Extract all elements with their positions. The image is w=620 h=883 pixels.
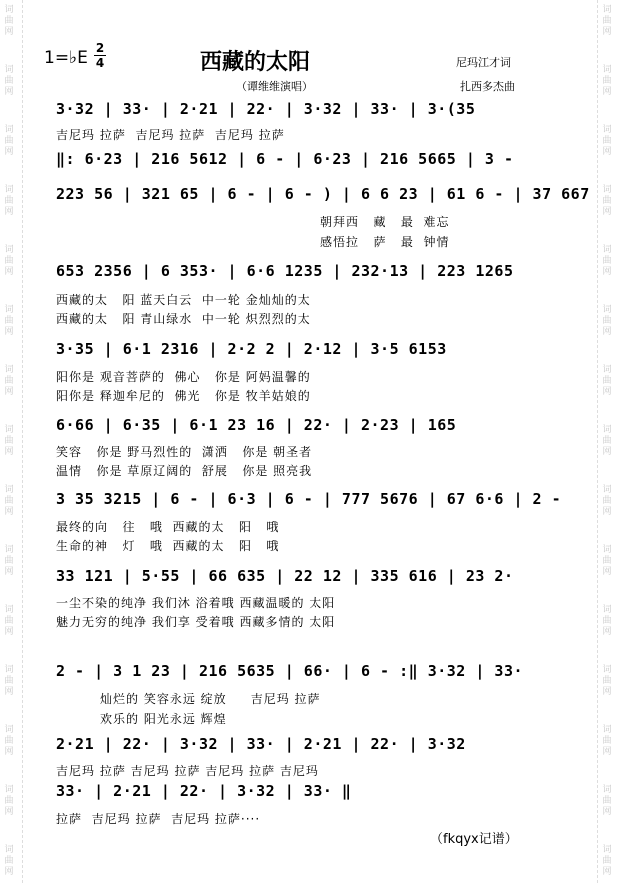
lyric-line-7a: 最终的向 往 哦 西藏的太 阳 哦: [56, 520, 280, 534]
watermark-text: 词曲网: [602, 365, 612, 397]
watermark-text: 词曲网: [4, 365, 14, 397]
watermark-text: 词曲网: [602, 605, 612, 637]
notation-line-8: 33 121 | 5·55 | 66 635 | 22 12 | 335 616 | 23 2·: [56, 567, 514, 585]
watermark-text: 词曲网: [4, 845, 14, 877]
lyric-line-9b: 欢乐的 阳光永远 辉煌: [100, 712, 227, 726]
notation-line-1: 3·32 | 33· | 2·21 | 22· | 3·32 | 33· | 3·(35: [56, 100, 476, 118]
watermark-text: 词曲网: [602, 65, 612, 97]
watermark-text: 词曲网: [602, 185, 612, 217]
watermark-text: 词曲网: [4, 725, 14, 757]
watermark-text: 词曲网: [602, 125, 612, 157]
watermark-text: 词曲网: [4, 65, 14, 97]
song-title: 西藏的太阳: [200, 49, 311, 75]
right-watermark-strip: [597, 0, 620, 883]
watermark-text: 词曲网: [4, 485, 14, 517]
watermark-text: 词曲网: [4, 125, 14, 157]
lyric-line-1: 吉尼玛 拉萨 吉尼玛 拉萨 吉尼玛 拉萨: [56, 128, 285, 142]
watermark-text: 词曲网: [602, 725, 612, 757]
lyric-line-11: 拉萨 吉尼玛 拉萨 吉尼玛 拉萨····: [56, 812, 261, 826]
transcriber-credit: （fkqyx记谱）: [430, 832, 518, 847]
notation-line-5: 3·35 | 6·1 2316 | 2·2 2 | 2·12 | 3·5 6153: [56, 340, 447, 358]
lyricist-credit: 尼玛江才词: [456, 56, 511, 69]
notation-line-9: 2 - | 3 1 23 | 216 5635 | 66· | 6 - :‖ 3·32 | 33·: [56, 662, 524, 680]
lyric-line-8a: 一尘不染的纯净 我们沐 浴着哦 西藏温暖的 太阳: [56, 596, 336, 610]
lyric-line-4a: 西藏的太 阳 蓝天白云 中一轮 金灿灿的太: [56, 293, 311, 307]
singer-credit: （谭维维演唱）: [236, 80, 313, 93]
notation-line-6: 6·66 | 6·35 | 6·1 23 16 | 22· | 2·23 | 165: [56, 416, 457, 434]
watermark-text: 词曲网: [602, 245, 612, 277]
lyric-line-5b: 阳你是 释迦牟尼的 佛光 你是 牧羊姑娘的: [56, 389, 311, 403]
watermark-text: 词曲网: [602, 305, 612, 337]
notation-line-2: ‖: 6·23 | 216 5612 | 6 - | 6·23 | 216 5665 | 3 -: [56, 150, 514, 168]
notation-line-11: 33· | 2·21 | 22· | 3·32 | 33· ‖: [56, 782, 352, 800]
composer-credit: 扎西多杰曲: [460, 80, 515, 93]
watermark-text: 词曲网: [4, 425, 14, 457]
watermark-text: 词曲网: [4, 305, 14, 337]
watermark-text: 词曲网: [4, 785, 14, 817]
lyric-line-6a: 笑容 你是 野马烈性的 潇洒 你是 朝圣者: [56, 445, 313, 459]
key-signature: 1=♭E: [44, 48, 88, 68]
lyric-line-4b: 西藏的太 阳 青山绿水 中一轮 炽烈烈的太: [56, 312, 311, 326]
notation-line-10: 2·21 | 22· | 3·32 | 33· | 2·21 | 22· | 3·32: [56, 735, 466, 753]
lyric-line-7b: 生命的神 灯 哦 西藏的太 阳 哦: [56, 539, 280, 553]
watermark-text: 词曲网: [4, 5, 14, 37]
lyric-line-6b: 温情 你是 草原辽阔的 舒展 你是 照亮我: [56, 464, 313, 478]
lyric-line-5a: 阳你是 观音菩萨的 佛心 你是 阿妈温馨的: [56, 370, 311, 384]
watermark-text: 词曲网: [602, 425, 612, 457]
left-watermark-strip: [0, 0, 23, 883]
watermark-text: 词曲网: [4, 665, 14, 697]
meter-numerator: 2: [95, 41, 105, 55]
time-signature: [94, 42, 106, 69]
lyric-line-9a: 灿烂的 笑容永远 绽放 吉尼玛 拉萨: [100, 692, 321, 706]
watermark-text: 词曲网: [4, 545, 14, 577]
watermark-text: 词曲网: [4, 185, 14, 217]
watermark-text: 词曲网: [4, 605, 14, 637]
lyric-line-8b: 魅力无穷的纯净 我们享 受着哦 西藏多情的 太阳: [56, 615, 336, 629]
watermark-text: 词曲网: [602, 785, 612, 817]
watermark-text: 词曲网: [602, 545, 612, 577]
lyric-line-3a: 朝拜西 藏 最 难忘: [320, 215, 450, 229]
notation-line-3: 223 56 | 321 65 | 6 - | 6 - ) | 6 6 23 | 61 6 - | 37 667: [56, 185, 590, 203]
notation-line-7: 3 35 3215 | 6 - | 6·3 | 6 - | 777 5676 | 67 6·6 | 2 -: [56, 490, 562, 508]
watermark-text: 词曲网: [602, 665, 612, 697]
lyric-line-10: 吉尼玛 拉萨 吉尼玛 拉萨 吉尼玛 拉萨 吉尼玛: [56, 764, 319, 778]
lyric-line-3b: 感悟拉 萨 最 钟情: [320, 235, 450, 249]
watermark-text: 词曲网: [602, 845, 612, 877]
watermark-text: 词曲网: [4, 245, 14, 277]
meter-denominator: 4: [95, 56, 105, 70]
notation-line-4: 653 2356 | 6 353· | 6·6 1235 | 232·13 | 223 1265: [56, 262, 514, 280]
watermark-text: 词曲网: [602, 485, 612, 517]
watermark-text: 词曲网: [602, 5, 612, 37]
